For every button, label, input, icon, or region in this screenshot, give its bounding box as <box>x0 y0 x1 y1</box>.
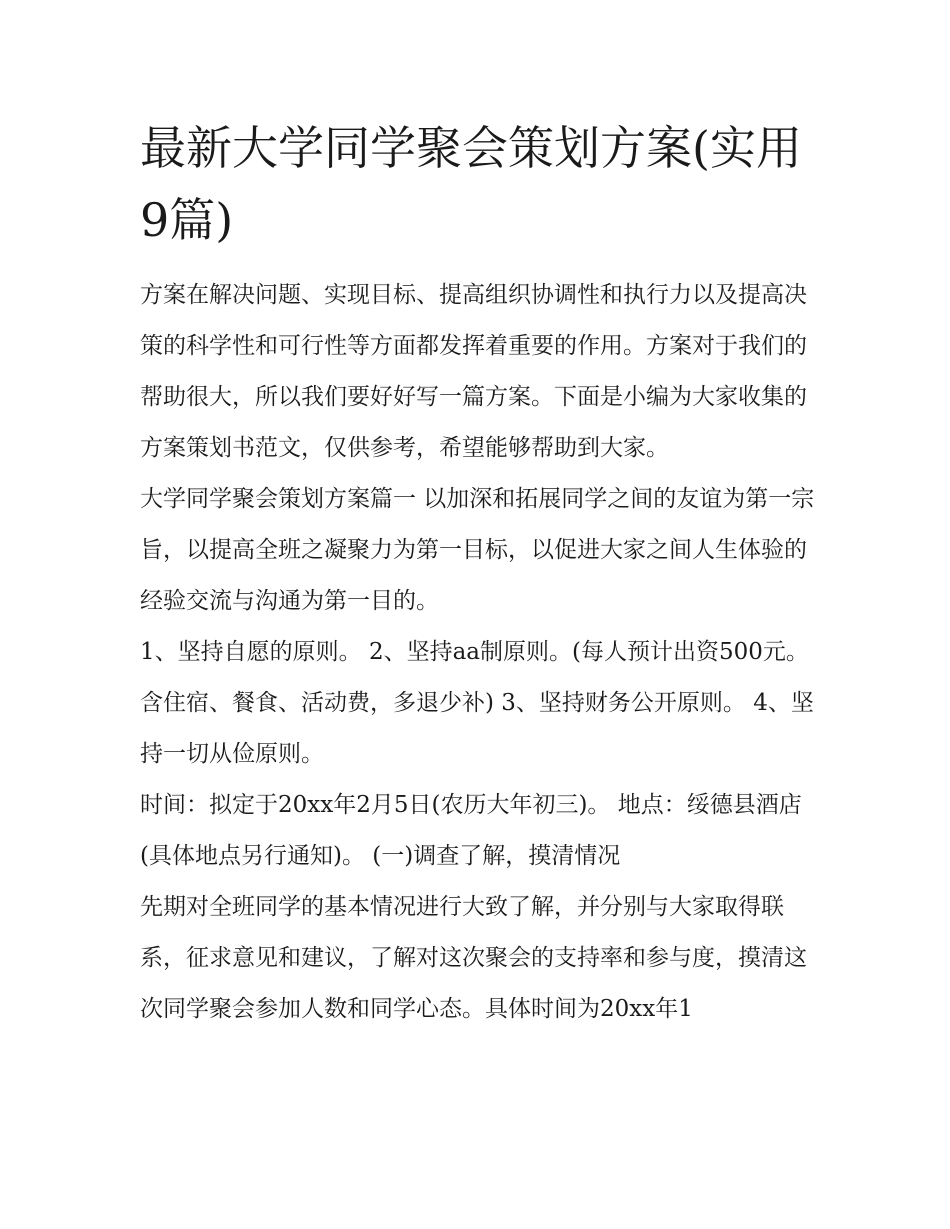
document-content <box>140 112 820 1035</box>
paragraph-purpose: 大学同学聚会策划方案篇一 以加深和拓展同学之间的友谊为第一宗旨，以提高全班之凝聚力为第一目标，以促进大家之间人生体验的经验交流与沟通为第一目的。 <box>140 486 815 614</box>
document-title: 最新大学同学聚会策划方案(实用9篇) <box>140 121 802 247</box>
paragraph-principles: 1、坚持自愿的原则。 2、坚持aa制原则。(每人预计出资500元。含住宿、餐食、活动费，多退少补) 3、坚持财务公开原则。 4、坚持一切从俭原则。 <box>140 639 814 767</box>
paragraph-survey: 先期对全班同学的基本情况进行大致了解，并分别与大家取得联系，征求意见和建议，了解对这次聚会的支持率和参与度，摸清这次同学聚会参加人数和同学心态。具体时间为20xx年1 <box>140 894 807 1022</box>
document-body <box>140 270 820 1035</box>
paragraph-time-location: 时间：拟定于20xx年2月5日(农历大年初三)。 地点：绥德县酒店(具体地点另行通知)。 (一)调查了解，摸清情况 <box>140 792 802 869</box>
paragraph-intro: 方案在解决问题、实现目标、提高组织协调性和执行力以及提高决策的科学性和可行性等方面都发挥着重要的作用。方案对于我们的帮助很大，所以我们要好好写一篇方案。下面是小编为大家收集的方案策划书范文，仅供参考，希望能够帮助到大家。 <box>140 282 807 461</box>
